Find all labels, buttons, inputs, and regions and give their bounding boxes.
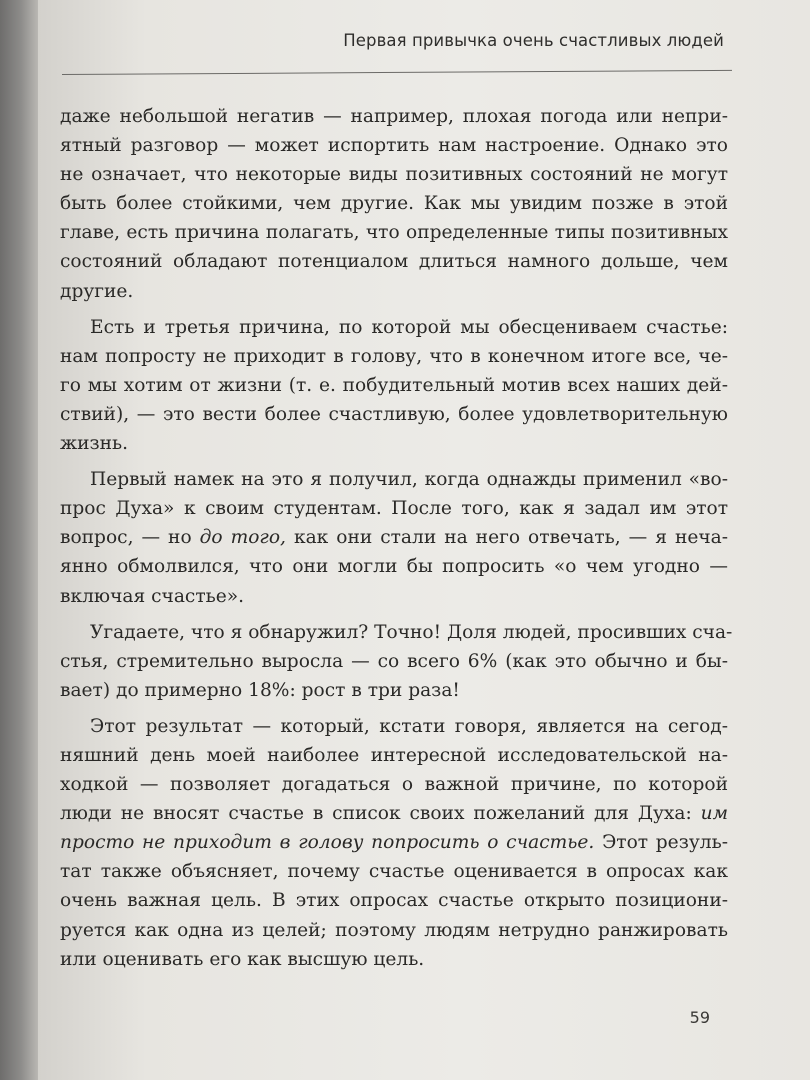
- text-line: другие.: [60, 280, 134, 302]
- book-page: [38, 0, 810, 1080]
- text-line: быть более стойкими, чем другие. Как мы увидим позже в этой: [60, 193, 728, 215]
- text-line: жизнь.: [60, 433, 129, 455]
- text-line: руется как одна из целей; поэтому людям нетрудно ранжировать: [60, 919, 728, 941]
- text-line: вопрос, — но до того, как они стали на него отвечать, — я неча-: [60, 527, 729, 549]
- text-line: Угадаете, что я обнаружил? Точно! Доля людей, просивших сча-: [90, 621, 733, 643]
- paragraph: [60, 618, 733, 705]
- page-number: 59: [689, 1008, 710, 1027]
- text-line: Этот результат — который, кстати говоря, является на сегод-: [90, 715, 728, 737]
- text-line: ятный разговор — может испортить нам настроение. Однако это: [60, 135, 728, 157]
- book-spine-shadow: [0, 0, 38, 1080]
- text-line: люди не вносят счастье в список своих пожеланий для Духа: им: [60, 803, 728, 825]
- text-line: включая счастье».: [60, 585, 245, 607]
- text-line: го мы хотим от жизни (т. е. побудительный мотив всех наших дей-: [60, 374, 728, 396]
- text-line: вает) до примерно 18%: рост в три раза!: [60, 679, 460, 701]
- paragraph: [60, 102, 728, 306]
- body-text: [60, 102, 733, 974]
- text-line: Первый намек на это я получил, когда однажды применил «во-: [90, 469, 728, 491]
- text-line: стья, стремительно выросла — со всего 6% (как это обычно и бы-: [60, 650, 728, 672]
- text-line: состояний обладают потенциалом длиться намного дольше, чем: [60, 251, 728, 273]
- running-title: Первая привычка очень счастливых людей: [343, 31, 724, 50]
- text-line: главе, есть причина полагать, что определенные типы позитивных: [60, 222, 728, 244]
- text-line: тат также объясняет, почему счастье оценивается в опросах как: [60, 861, 728, 883]
- text-line: няшний день моей наиболее интересной исследовательской на-: [60, 744, 728, 766]
- text-line: Есть и третья причина, по которой мы обесцениваем счастье:: [90, 316, 728, 338]
- paragraph: [60, 313, 728, 458]
- text-line: не означает, что некоторые виды позитивных состояний не могут: [60, 164, 728, 186]
- text-line: даже небольшой негатив — например, плохая погода или непри-: [60, 106, 728, 127]
- paragraph: [60, 465, 728, 610]
- header-rule: [62, 70, 732, 75]
- text-line: или оценивать его как высшую цель.: [60, 948, 425, 970]
- text-line: прос Духа» к своим студентам. После того, как я задал им этот: [60, 498, 728, 520]
- text-line: ходкой — позволяет догадаться о важной причине, по которой: [60, 774, 728, 796]
- text-line: ствий), — это вести более счастливую, более удовлетворительную: [60, 403, 728, 425]
- paragraph: [60, 712, 728, 974]
- text-line: нам попросту не приходит в голову, что в конечном итоге все, че-: [60, 345, 728, 367]
- text-line: янно обмолвился, что они могли бы попросить «о чем угодно —: [60, 556, 728, 578]
- text-line: просто не приходит в голову попросить о счастье. Этот резуль-: [60, 832, 728, 854]
- text-line: очень важная цель. В этих опросах счастье открыто позициони-: [60, 890, 728, 912]
